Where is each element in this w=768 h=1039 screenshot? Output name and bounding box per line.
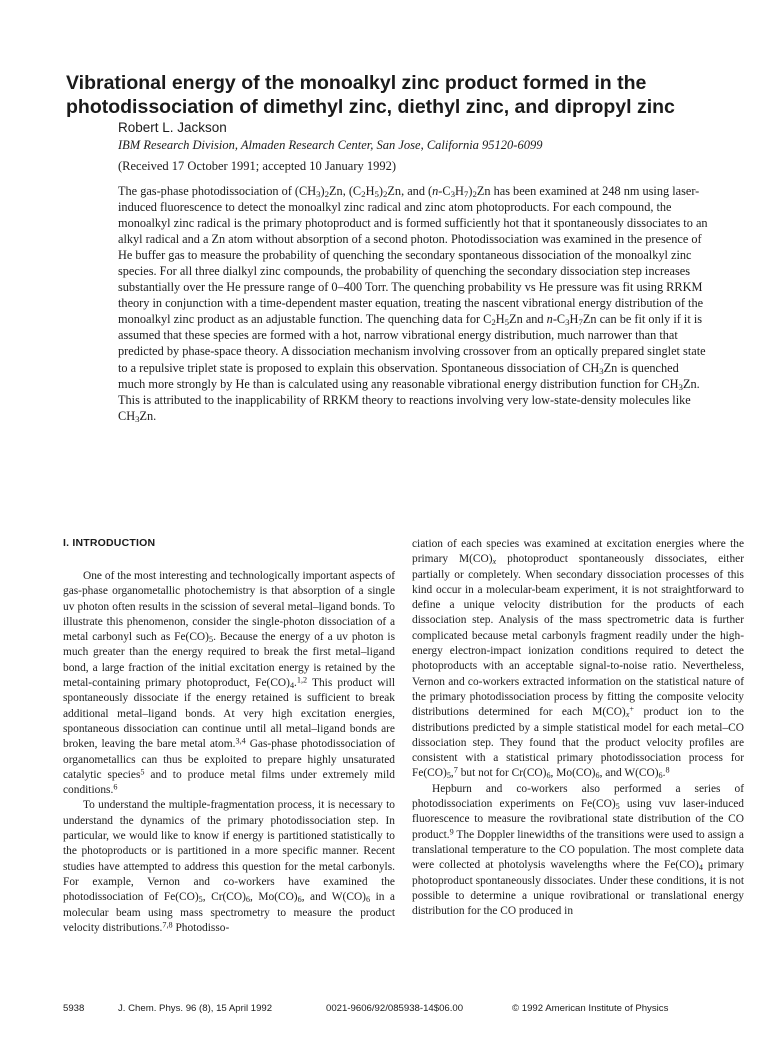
received-date: (Received 17 October 1991; accepted 10 January 1992): [118, 159, 397, 173]
author-name: Robert L. Jackson: [118, 120, 227, 135]
journal-citation: J. Chem. Phys. 96 (8), 15 April 1992: [118, 1003, 273, 1014]
right-column: [412, 537, 744, 919]
article-code: 0021-9606/92/085938-14$06.00: [326, 1003, 464, 1014]
abstract: The gas-phase photodissociation of $(CH_3)_2Zn$, $(C_2H_5)_2Zn$, and $(n-C_3H_7)_2Zn$ has been examined at 248 nm using laser-induced fluorescence to detect the monoalkyl zinc radical and zinc atom photoproducts. For each compound, the monoalkyl zinc radical is the primary photoproduct and is formed sufficiently hot that it spontaneously dissociates to an alkyl radical and a Zn atom without absorption of a second photon. Photodissociation was examined in the presence of He buffer gas to measure the probability of quenching the secondary spontaneous dissociation of the monoalkyl zinc species. For all three dialkyl zinc compounds, the probability of quenching the secondary dissociation step increases substantially over the He pressure range of 0–400 Torr. The quenching probability vs He pressure was fit using RRKM theory in conjunction with a time-dependent master equation, treating the nascent vibrational energy distribution of the monoalkyl zinc product as an adjustable function. The quenching data for $C_2H_5Zn$ and $n-C_3H_7Zn$ can be fit only if it is assumed that these species are formed with a hot, narrow vibrational energy distribution, much narrower than that predicted by phase-space theory. A dissociation mechanism involving crossover from an optically prepared singlet state to a repulsive triplet state is proposed to explain this observation. Spontaneous dissociation of $CH_3Zn$ is quenched much more strongly by He than is calculated using any reasonable vibrational energy distribution function for $CH_3Zn$. This is attributed to the inapplicability of RRKM theory to reactions involving very low-state-density molecules like $CH_3Zn$.: [118, 184, 708, 424]
paper-title: Vibrational energy of the monoalkyl zinc product formed in the photodissociation of dimethyl zinc, diethyl zinc, and dipropyl zinc: [66, 72, 675, 118]
left-column: [63, 569, 395, 936]
copyright-notice: © 1992 American Institute of Physics: [512, 1003, 669, 1014]
intro-paragraph-1: One of the most interesting and technologically important aspects of gas-phase organometallic photochemistry is that absorption of a single uv photon often results in the scission of several metal–ligand bonds. To illustrate this phenomenon, consider the single-photon dissociation of a metal carbonyl such as $Fe(CO)_5$. Because the energy of a uv photon is much greater than the energy required to break the first metal–ligand bond, a large fraction of the initial excitation energy is retained by the metal-containing primary photoproduct, $Fe(CO)_4.^{1,2}$ This product will spontaneously dissociate if the energy retained is sufficient to break additional metal–ligand bonds. At very high excitation energies, spontaneous dissociation can continue until all metal–ligand bonds are broken, leaving the bare metal atom.$^{3,4}$ Gas-phase photodissociation of organometallics can thus be exploited to prepare highly unsaturated catalytic species$^5$ and to produce metal films under extremely mild conditions.$^6$: [63, 570, 396, 797]
intro-paragraph-2-continued: ciation of each species was examined at excitation energies where the primary $M(CO)_x$ photoproduct spontaneously dissociates, either partially or completely. When secondary dissociation processes of this kind occur in a molecular-beam experiment, it is not straightforward to define a unique velocity distribution for the products of each dissociation step. Analysis of the mass spectrometric data is further complicated because metal carbonyls fragment readily under the high-energy electron-impact ionization conditions required to detect the photoproducts with an acceptable signal-to-noise ratio. Nevertheless, Vernon and co-workers extracted information on the statistical nature of the primary photodissociation process by fitting the composite velocity distributions determined for each $M(CO)_x^+$ product ion to the distributions predicted by a simple statistical model for each metal–CO dissociation step. They found that the product velocity profiles are consistent with a statistical primary photodissociation process for $Fe(CO)_5,^7$ but not for $Cr(CO)_6$, $Mo(CO)_6$, and $W(CO)_6.^8$: [412, 538, 744, 781]
author-affiliation: IBM Research Division, Almaden Research Center, San Jose, California 95120-6099: [118, 138, 543, 152]
intro-paragraph-2: To understand the multiple-fragmentation process, it is necessary to understand the dynamics of the primary photodissociation step. In particular, we would like to know if energy is partitioned statistically to the photoproducts or is partitioned in a more specific manner. Recent studies have attempted to address this question for the metal carbonyls. For example, Vernon and co-workers have examined the photodissociation of $Fe(CO)_5$, $Cr(CO)_6$, $Mo(CO)_6$, and $W(CO)_6$ in a molecular beam using mass spectrometry to measure the product velocity distributions.$^{7,8}$ Photodisso-: [63, 799, 395, 934]
intro-paragraph-3: Hepburn and co-workers also performed a series of photodissociation experiments on $Fe(CO)_5$ using vuv laser-induced fluorescence to measure the rovibrational state distribution of the CO product.$^9$ The Doppler linewidths of the transitions were used to assign a translational temperature to the CO population. The most complete data were collected at photolysis wavelengths where the $Fe(CO)_4$ primary photoproduct spontaneously dissociates. Under these conditions, it is not possible to determine a unique rovibrational or translational energy distribution for the CO produced in: [412, 782, 745, 918]
section-heading-introduction: I. INTRODUCTION: [63, 537, 156, 549]
page-number: 5938: [63, 1003, 85, 1014]
